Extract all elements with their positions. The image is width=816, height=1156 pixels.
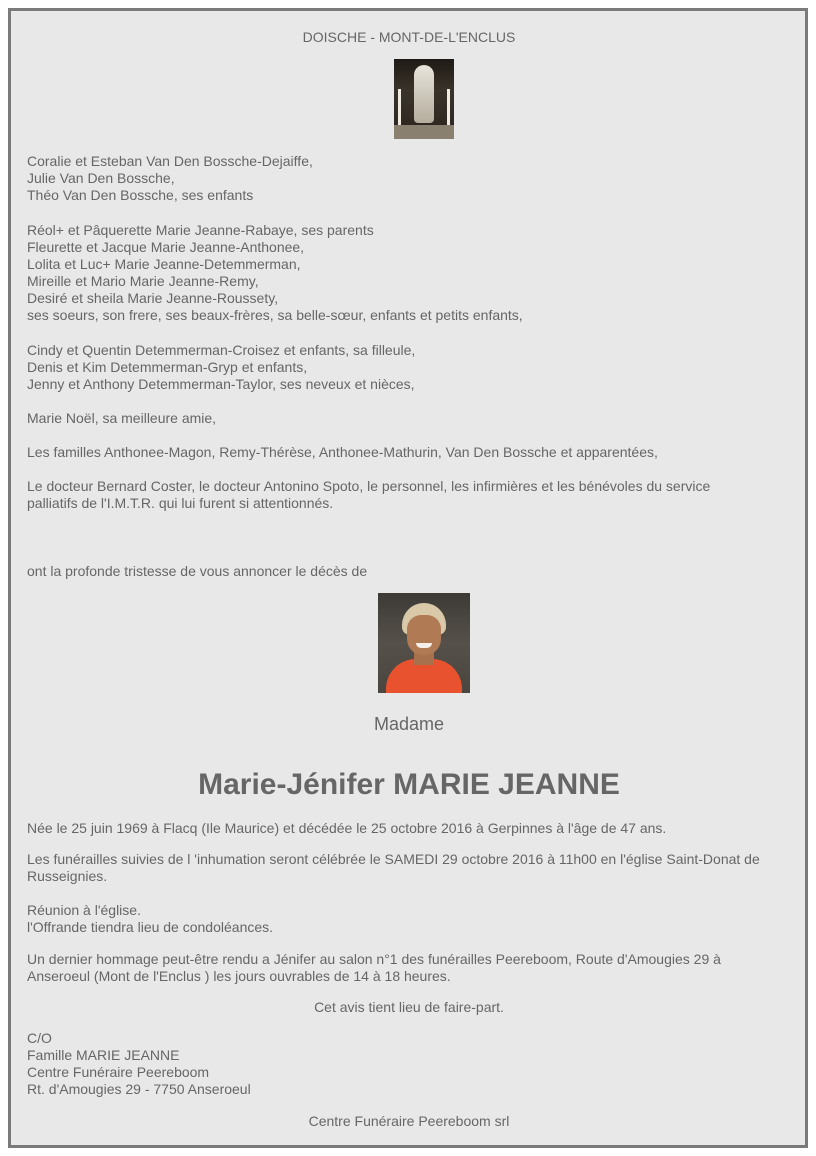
- reunion-line: Réunion à l'église.: [27, 902, 141, 918]
- family-line: Coralie et Esteban Van Den Bossche-Dejaiffe,: [27, 153, 313, 169]
- location-header: DOISCHE - MONT-DE-L'ENCLUS: [302, 29, 516, 45]
- family-line: ses soeurs, son frere, ses beaux-frères, sa belle-sœur, enfants et petits enfants,: [27, 307, 523, 323]
- family-line: Réol+ et Pâquerette Marie Jeanne-Rabaye, ses parents: [27, 222, 374, 238]
- portrait-photo: [378, 593, 470, 693]
- family-line: palliatifs de l'I.M.T.R. qui lui furent si attentionnés.: [27, 495, 334, 511]
- funeral-line: Russeignies.: [27, 868, 108, 884]
- notice-text: Cet avis tient lieu de faire-part.: [314, 999, 504, 1015]
- deceased-name: Marie-Jénifer MARIE JEANNE: [198, 768, 620, 801]
- family-line: Lolita et Luc+ Marie Jeanne-Detemmerman,: [27, 256, 301, 272]
- family-group-nephews: [27, 342, 791, 393]
- family-line: Cindy et Quentin Detemmerman-Croisez et enfants, sa filleule,: [27, 342, 416, 358]
- birth-death-text: Née le 25 juin 1969 à Flacq (Ile Maurice) et décédée le 25 octobre 2016 à Gerpinnes à l'âge de 47 ans.: [27, 820, 667, 836]
- address-line: Famille MARIE JEANNE: [27, 1047, 180, 1063]
- family-line: Théo Van Den Bossche, ses enfants: [27, 187, 254, 203]
- tribute-line: Un dernier hommage peut-être rendu a Jénifer au salon n°1 des funérailles Peereboom, Route d'Amougies 29 à: [27, 951, 721, 967]
- reunion-line: l'Offrande tiendra lieu de condoléances.: [27, 919, 274, 935]
- family-line: Mireille et Mario Marie Jeanne-Remy,: [27, 273, 259, 289]
- tribute-line: Anseroeul (Mont de l'Enclus ) les jours ouvrables de 14 à 18 heures.: [27, 968, 451, 984]
- address-block: [27, 1030, 791, 1098]
- family-line: Desiré et sheila Marie Jeanne-Roussety,: [27, 290, 279, 306]
- virgin-mary-statue-photo: [394, 59, 454, 139]
- family-group-medical: [27, 478, 791, 512]
- family-group-friend: [27, 410, 791, 427]
- family-line: Le docteur Bernard Coster, le docteur Antonino Spoto, le personnel, les infirmières et les bénévoles du service: [27, 478, 711, 494]
- address-line: Centre Funéraire Peereboom: [27, 1064, 210, 1080]
- family-line: Fleurette et Jacque Marie Jeanne-Anthonee,: [27, 239, 305, 255]
- reunion-text: [27, 902, 791, 936]
- family-group-children: [27, 153, 791, 204]
- deceased-title: Madame: [373, 714, 445, 734]
- tribute-text: [27, 951, 791, 985]
- family-line: Jenny et Anthony Detemmerman-Taylor, ses neveux et nièces,: [27, 376, 415, 392]
- family-group-parents-siblings: [27, 222, 791, 324]
- announcement-text: ont la profonde tristesse de vous annoncer le décès de: [27, 563, 368, 579]
- obituary-frame: [8, 8, 808, 1148]
- family-line: Marie Noël, sa meilleure amie,: [27, 410, 217, 426]
- address-line: C/O: [27, 1030, 52, 1046]
- family-line: Denis et Kim Detemmerman-Gryp et enfants,: [27, 359, 308, 375]
- funeral-line: Les funérailles suivies de l 'inhumation seront célébrée le SAMEDI 29 octobre 2016 à 11h00 en l'église Saint-Donat de: [27, 851, 760, 867]
- family-group-families: [27, 444, 791, 461]
- address-line: Rt. d'Amougies 29 - 7750 Anseroeul: [27, 1081, 251, 1097]
- family-line: Les familles Anthonee-Magon, Remy-Thérèse, Anthonee-Mathurin, Van Den Bossche et apparentées,: [27, 444, 658, 460]
- footer-text: Centre Funéraire Peereboom srl: [308, 1113, 510, 1129]
- family-line: Julie Van Den Bossche,: [27, 170, 175, 186]
- funeral-text: [27, 851, 791, 885]
